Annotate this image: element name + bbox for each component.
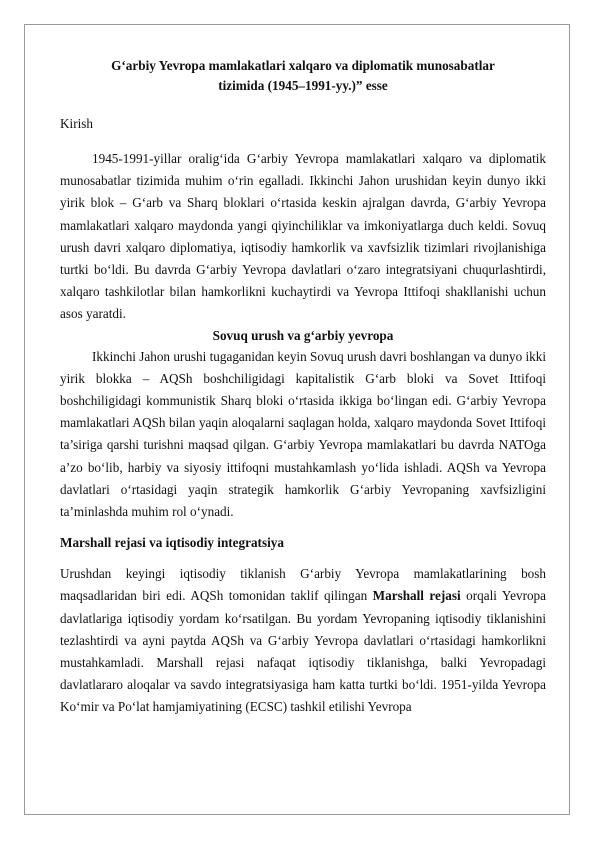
marshall-text-after: orqali Yevropa davlatlariga iqtisodiy yordam ko‘rsatilgan. Bu yordam Yevropaning iqtisodiy tiklanishini tezlashtirdi va ayni paytda AQSh va G‘arbiy Yevropa davlatlari o‘rtasidagi hamkorlikni mustahkamladi. Marshall rejasi nafaqat iqtisodiy tiklanishga, balki Yevropadagi davlatlararo aloqalar va savdo integratsiyasiga ham katta turtki bo‘ldi. 1951-yilda Yevropa Ko‘mir va Po‘lat hamjamiyatining (ECSC) tashkil etilishi Yevropa xyxy=(60,588,546,715)
title-line-2: tizimida (1945–1991-yy.)” esse xyxy=(218,78,388,93)
section-heading-marshall-plan: Marshall rejasi va iqtisodiy integratsiya xyxy=(60,535,284,551)
intro-paragraph: 1945-1991-yillar oralig‘ida G‘arbiy Yevropa mamlakatlari xalqaro va diplomatik munosabatlar tizimida muhim o‘rin egalladi. Ikkinchi Jahon urushidan keyin dunyo ikki yirik blok – G‘arb va Sharq bloklari o‘rtasida keskin ajralgan davrda, G‘arbiy Yevropa mamlakatlari xalqaro maydonda yangi qiyinchiliklar va imkoniyatlarga duch keldi. Sovuq urush davri xalqaro diplomatiya, iqtisodiy hamkorlik va xavfsizlik tizimlari rivojlanishiga turtki bo‘ldi. Bu davrda G‘arbiy Yevropa davlatlari o‘zaro integratsiyani chuqurlashtirdi, xalqaro tashkilotlar bilan hamkorlikni kuchaytirdi va Yevropa Ittifoqi shakllanishi uchun asos yaratdi. xyxy=(60,151,546,322)
cold-war-paragraph: Ikkinchi Jahon urushi tugaganidan keyin Sovuq urush davri boshlangan va dunyo ikki yirik blokka – AQSh boshchiligidagi kapitalistik G‘arb bloki va Sovet Ittifoqi boshchiligidagi kommunistik Sharq bloki o‘rtasida ikkiga bo‘lingan edi. G‘arbiy Yevropa mamlakatlari AQSh bilan yaqin aloqalarni saqlagan holda, xalqaro maydonda Sovet Ittifoqi ta’siriga qarshi turishni maqsad qilgan. G‘arbiy Yevropa mamlakatlari bu davrda NATOga a’zo bo‘lib, harbiy va siyosiy ittifoqni mustahkamlash yo‘lida ishladi. AQSh va Yevropa davlatlari o‘rtasidagi yaqin strategik hamkorlik G‘arbiy Yevropaning xavfsizligini ta’minlashda muhim rol o‘ynadi. xyxy=(60,348,546,520)
marshall-plan-term: Marshall rejasi xyxy=(372,588,461,604)
marshall-text-before: Urushdan keyingi iqtisodiy tiklanish G‘arbiy Yevropa mamlakatlarining bosh maqsadlaridan biri edi. AQSh tomonidan taklif qilingan xyxy=(60,566,546,604)
intro-label: Kirish xyxy=(60,116,93,131)
marshall-paragraph xyxy=(60,563,546,718)
document-body xyxy=(60,56,546,719)
document-title xyxy=(60,56,546,96)
section-heading-cold-war: Sovuq urush va g‘arbiy yevropa xyxy=(212,327,394,343)
title-line-1: G‘arbiy Yevropa mamlakatlari xalqaro va diplomatik munosabatlar xyxy=(111,58,495,73)
